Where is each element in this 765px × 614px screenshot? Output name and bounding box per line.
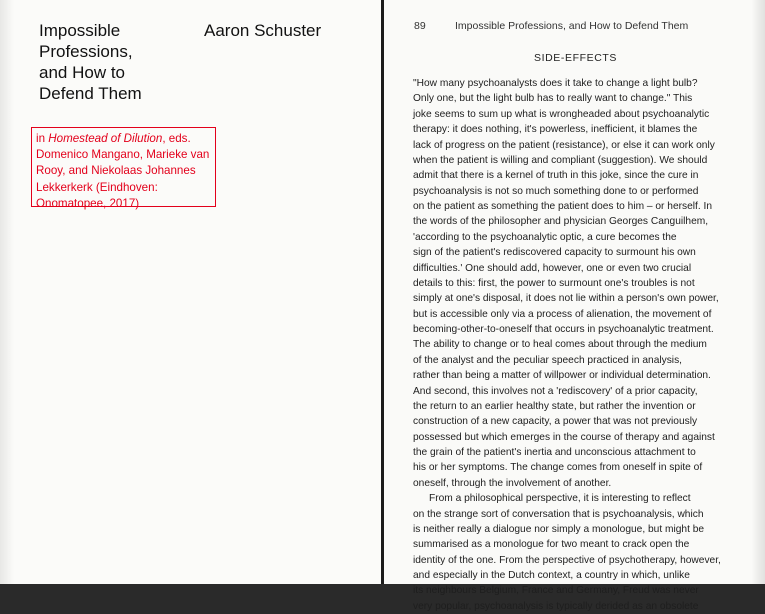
- body-line: but is accessible only via a process of alienation, the movement of: [413, 308, 712, 320]
- citation-book-title: Homestead of Dilution: [48, 132, 163, 145]
- body-line: joke seems to sum up what is wrongheaded about psychoanalytic: [413, 108, 710, 120]
- body-line: sign of the patient's rediscovered capacity to surmount his own: [413, 247, 696, 259]
- body-line: on the strange sort of conversation that is psychoanalysis, which: [413, 508, 704, 520]
- citation-details: , eds. Domenico Mangano, Marieke van Rooy, and Niekolaas Johannes Lekkerkerk (Eindhoven: Onomatopee, 2017): [36, 132, 210, 210]
- body-line: his or her symptoms. The change comes from oneself in spite of: [413, 462, 703, 474]
- body-line: its neighbours Belgium, France and Germany, Freud was never: [413, 585, 699, 597]
- body-line: the words of the philosopher and physician Georges Canguilhem,: [413, 216, 709, 228]
- title-line: and How to: [39, 63, 125, 82]
- body-line: "How many psychoanalysts does it take to change a light bulb?: [413, 78, 698, 89]
- body-line: simply at one's disposal, it does not lie within a person's own power,: [413, 293, 719, 305]
- body-line: becoming-other-to-oneself that occurs in psychoanalytic treatment.: [413, 324, 714, 335]
- body-line: lack of progress on the patient (resistance), or else it can work only: [413, 139, 715, 151]
- page-number: 89: [414, 20, 426, 32]
- body-line: of the analyst and the peculiar speech practiced in analysis,: [413, 354, 682, 366]
- citation-prefix: in: [36, 132, 49, 145]
- body-line: the return to an earlier healthy state, but rather the invention or: [413, 400, 696, 412]
- page-edge-shadow: [751, 0, 765, 584]
- essay-title: [39, 20, 169, 104]
- title-line: Professions,: [39, 42, 133, 61]
- section-title: SIDE-EFFECTS: [534, 52, 618, 64]
- body-line: summarised as a monologue for two meant to crack open the: [413, 539, 690, 551]
- body-line: when the patient is willing and compliant (suggestion). We should: [413, 154, 708, 166]
- running-head: Impossible Professions, and How to Defend Them: [455, 20, 689, 32]
- title-line: Defend Them: [39, 84, 142, 103]
- body-line: is neither really a dialogue nor simply a monologue, but might be: [413, 523, 705, 535]
- body-line: oneself, through the involvement of another.: [413, 477, 612, 489]
- body-line: identity of the one. From the perspective of psychotherapy, however,: [413, 554, 721, 566]
- body-line: psychoanalysis is not so much something done to or performed: [413, 185, 699, 197]
- body-line: therapy: it does nothing, it's powerless, inefficient, it blames the: [413, 124, 698, 136]
- page-edge-shadow: [0, 0, 14, 584]
- body-line: construction of a new capacity, a power that was not previously: [413, 416, 698, 428]
- body-line: very popular, psychoanalysis is typically derided as an obsolete: [413, 600, 699, 612]
- title-line: Impossible: [39, 21, 121, 40]
- body-line: and especially in the Dutch context, a country in which, unlike: [413, 570, 690, 581]
- author-name: Aaron Schuster: [204, 21, 322, 40]
- body-line: on the patient as something the patient does to him – or herself. In: [413, 201, 713, 212]
- right-page: [384, 0, 765, 612]
- body-line: Only one, but the light bulb has to really want to change." This: [413, 93, 693, 105]
- body-line: The ability to change or to heal comes about through the medium: [413, 339, 707, 351]
- body-line: From a philosophical perspective, it is interesting to reflect: [429, 493, 691, 505]
- body-line: difficulties.' One should add, however, one or even two crucial: [413, 262, 692, 274]
- body-line: admit that there is a kernel of truth in this joke, since the cure in: [413, 170, 699, 182]
- body-line: And second, this involves not a 'rediscovery' of a prior capacity,: [413, 385, 698, 397]
- citation-box: [31, 127, 216, 210]
- body-line: details to this: first, the power to surmount one's troubles is not: [413, 277, 695, 289]
- left-page: [0, 0, 381, 584]
- body-line: 'according to the psychoanalytic optic, a cure becomes the: [413, 231, 677, 243]
- body-line: possessed but which emerges in the course of therapy and against: [413, 431, 715, 443]
- body-line: rather than being a matter of willpower or individual determination.: [413, 370, 711, 382]
- body-text: [413, 76, 745, 614]
- body-line: the grain of the patient's inertia and unconscious attachment to: [413, 447, 696, 458]
